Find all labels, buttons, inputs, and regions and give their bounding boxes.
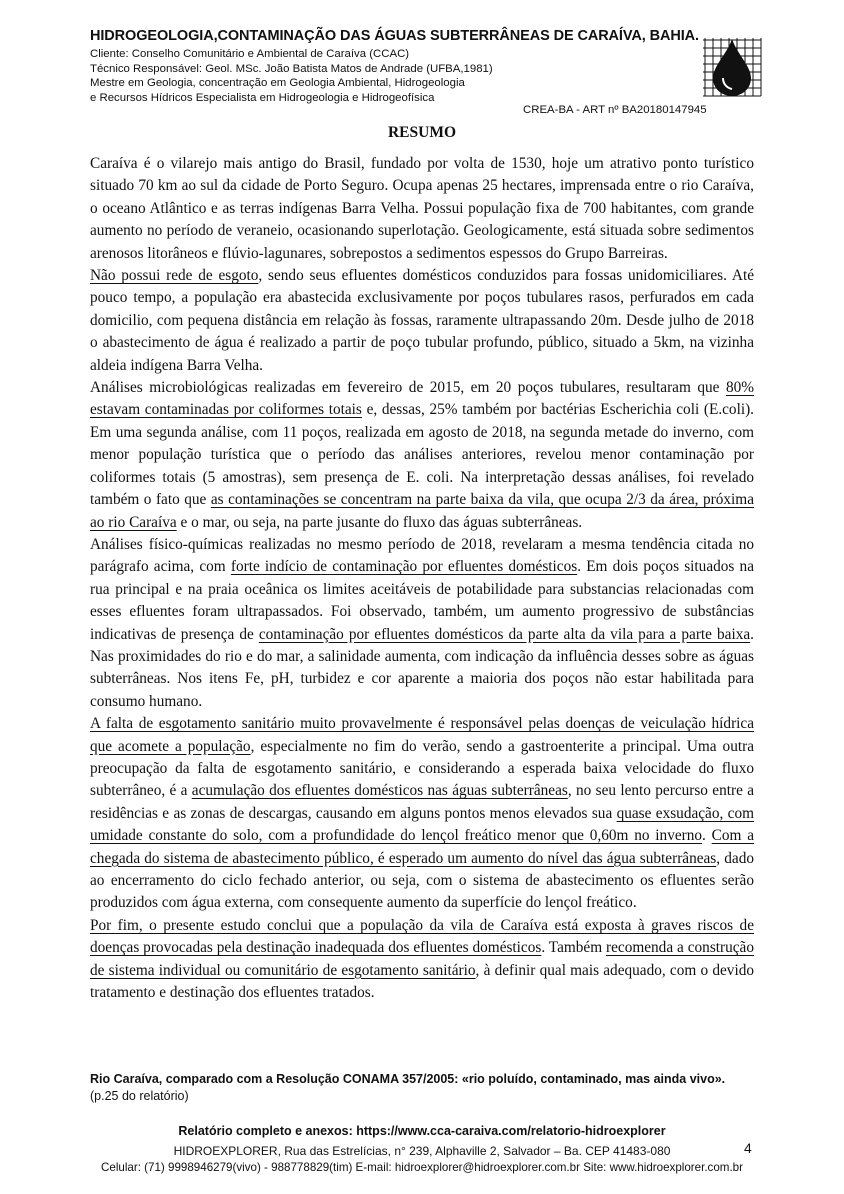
highlight-effluent-evidence: forte indício de contaminação por efluentes domésticos <box>230 558 578 576</box>
conclusion-page-ref: (p.25 do relatório) <box>90 1089 189 1103</box>
paragraph-3: Análises microbiológicas realizadas em fevereiro de 2015, em 20 poços tubulares, resultaram que 80% estavam contaminadas por coliformes totais e, dessas, 25% também por bactérias Escherichia coli (E.coli). Em uma segunda análise, com 11 poços, realizada em agosto de 2018, na segunda metade do inverno, com menor população turística que o período das análises anteriores, revelou menor contaminação por coliformes totais (5 amostras), sem presença de E. coli. Na interpretação dessas análises, foi revelado também o fato que as contaminações se concentram na parte baixa da vila, que ocupa 2/3 da área, próxima ao rio Caraíva e o mar, ou seja, na parte jusante do fluxo das águas subterrâneas. <box>90 379 754 531</box>
section-title: RESUMO <box>387 124 457 141</box>
highlight-low-area: as contaminações se concentram na parte baixa da vila, que ocupa 2/3 da área, próxima ao rio Caraíva <box>90 491 754 531</box>
paragraph-1: Caraíva é o vilarejo mais antigo do Brasil, fundado por volta de 1530, hoje um atrativo ponto turístico situado 70 km ao sul da cidade de Porto Seguro. Ocupa apenas 25 hectares, imprensada entre o rio Caraíva, o oceano Atlântico e as terras indígenas Barra Velha. Possui população fixa de 700 habitantes, com grande aumento no período de veraneio, ocasionando superlotação. Geologicamente, está situada sobre sedimentos arenosos litorâneos e flúvio-lagunares, sobrepostos a sedimentos espessos do Grupo Barreiras. <box>90 155 754 262</box>
paragraph-4: Análises físico-químicas realizadas no mesmo período de 2018, revelaram a mesma tendência citada no parágrafo acima, com forte indício de contaminação por efluentes domésticos. Em dois poços situados na rua principal e na praia oceânica os limites aceitáveis de potabilidade para substancias relacionadas com esses efluentes foram ultrapassados. Foi observado, também, um aumento progressivo de substâncias indicativas de presença de contaminação por efluentes domésticos da parte alta da vila para a parte baixa. Nas proximidades do rio e do mar, a salinidade aumenta, com indicação da influência desses sobre as águas subterrâneas. Nos itens Fe, pH, turbidez e cor aparente a maioria dos poços não estar habilitada para consumo humano. <box>90 535 754 710</box>
highlight-recommendation: recomenda a construção de sistema individual ou comunitário de esgotamento sanitário <box>90 939 754 979</box>
footer-contact: Celular: (71) 9998946279(vivo) - 988778829(tim) E-mail: hidroexplorer@hidroexplorer.com.br Site: www.hidroexplorer.com.br <box>101 1161 743 1174</box>
paragraph-5: A falta de esgotamento sanitário muito provavelmente é responsável pelas doenças de veiculação hídrica que acomete a população, especialmente no fim do verão, sendo a gastroenterite a principal. Uma outra preocupação da falta de esgotamento sanitário, e considerando a esperada baixa velocidade do fluxo subterrâneo, é a acumulação dos efluentes domésticos nas águas subterrâneas, no seu lento percurso entre a residências e as zonas de descargas, causando em alguns pontos menos elevados sua quase exsudação, com umidade constante do solo, com a profundidade do lençol freático menor que 0,60m no inverno. Com a chegada do sistema de abastecimento público, é esperado um aumento do nível das água subterrâneas, dado ao encerramento do ciclo fechado anterior, ou seja, com o sistema de abastecimento os efluentes serão produzidos com água externa, com consequente aumento da superfície do lençol freático. <box>90 715 755 912</box>
highlight-water-level: Com a chegada do sistema de abastecimento público, é esperado um aumento do nível das água subterrâneas <box>90 827 755 867</box>
page-number: 4 <box>744 1140 752 1156</box>
conclusion-note <box>90 1071 770 1105</box>
highlight-coliform: 80% estavam contaminadas por coliformes totais <box>90 379 754 419</box>
header-block <box>90 28 699 105</box>
highlight-disease: A falta de esgotamento sanitário muito provavelmente é responsável pelas doenças de veiculação hídrica que acomete a população <box>90 715 754 755</box>
summary-body <box>90 153 754 1004</box>
header-master: Mestre em Geologia, concentração em Geologia Ambiental, Hidrogeologia <box>90 77 465 89</box>
header-specialist: e Recursos Hídricos Especialista em Hidrogeologia e Hidrogeofísica <box>90 91 435 104</box>
header-title: HIDROGEOLOGIA,CONTAMINAÇÃO DAS ÁGUAS SUBTERRÂNEAS DE CARAÍVA, BAHIA. <box>90 28 699 44</box>
highlight-no-sewer: Não possui rede de esgoto <box>90 267 259 285</box>
highlight-gradient: contaminação por efluentes domésticos da parte alta da vila para a parte baixa <box>258 625 751 643</box>
header-crea: CREA-BA - ART nº BA20180147945 <box>523 104 707 116</box>
water-drop-grid-logo <box>701 36 763 98</box>
header-technician: Técnico Responsável: Geol. MSc. João Batista Matos de Andrade (UFBA,1981) <box>90 62 493 75</box>
header-client: Cliente: Conselho Comunitário e Ambiental de Caraíva (CCAC) <box>90 48 410 60</box>
footer-address: HIDROEXPLORER, Rua das Estrelícias, n° 239, Alphaville 2, Salvador – Ba. CEP 41483-080 <box>173 1144 671 1158</box>
paragraph-2: Não possui rede de esgoto, sendo seus efluentes domésticos conduzidos para fossas unidomiciliares. Até pouco tempo, a população era abastecida exclusivamente por poços tubulares rasos, perfurados em cada domicilio, com pequena distância em relação às fossas, raramente ultrapassando 20m. Desde julho de 2018 o abastecimento de água é realizado a partir de poço tubular profundo, público, situado a 5km, na vizinha aldeia indígena Barra Velha. <box>90 267 754 374</box>
conclusion-quote: Rio Caraíva, comparado com a Resolução CONAMA 357/2005: «rio poluído, contaminado, mas ainda vivo». <box>90 1072 726 1086</box>
highlight-accumulation: acumulação dos efluentes domésticos nas águas subterrâneas <box>191 782 568 800</box>
paragraph-6: Por fim, o presente estudo conclui que a população da vila de Caraíva está exposta à graves riscos de doenças provocadas pela destinação inadequada dos efluentes domésticos. Também recomenda a construção de sistema individual ou comunitário de esgotamento sanitário, à definir qual mais adequado, com o devido tratamento e destinação dos efluentes tratados. <box>90 916 754 1002</box>
highlight-exudation: quase exsudação, com umidade constante do solo, com a profundidade do lençol freático menor que 0,60m no inverno <box>90 804 755 845</box>
report-link[interactable]: Relatório completo e anexos: https://www.cca-caraiva.com/relatorio-hidroexplorer <box>178 1124 666 1138</box>
highlight-conclusion: Por fim, o presente estudo conclui que a população da vila de Caraíva está exposta à graves riscos de doenças provocadas pela destinação inadequada dos efluentes domésticos <box>90 916 754 957</box>
